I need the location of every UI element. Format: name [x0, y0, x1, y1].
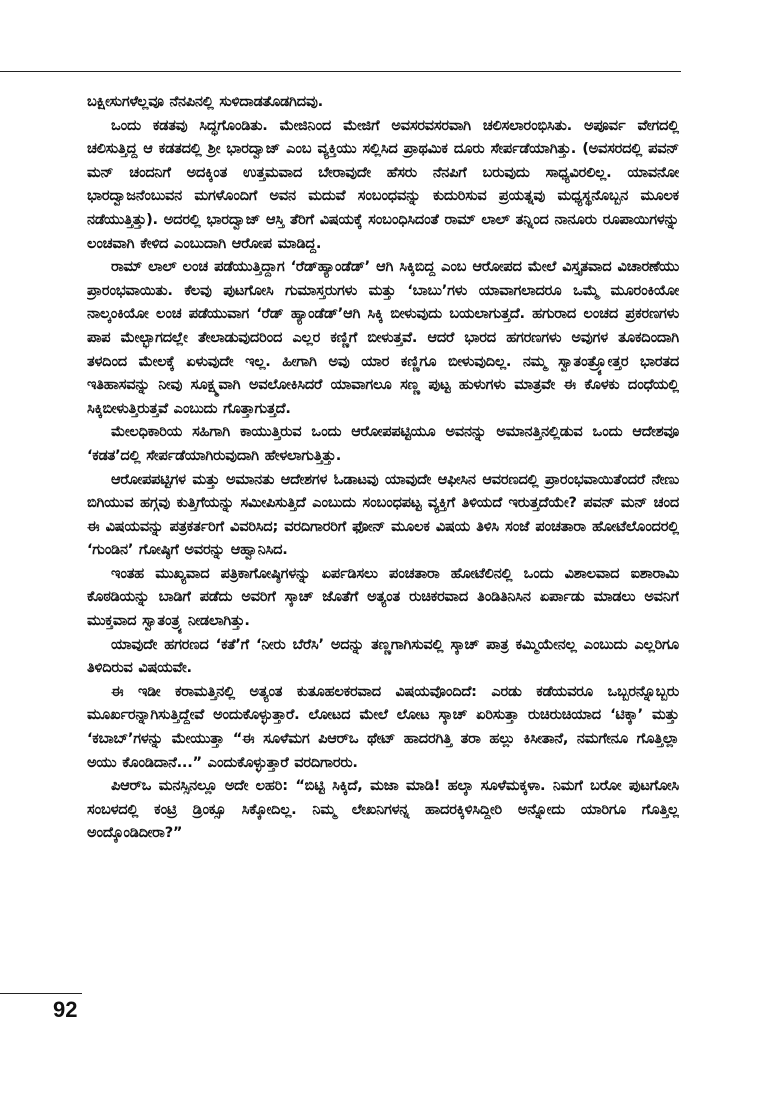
paragraph-6: ಇಂತಹ ಮುಖ್ಯವಾದ ಪತ್ರಿಕಾಗೋಷ್ಠಿಗಳನ್ನು ಏರ್ಪಡಿಸಲು ಪಂಚತಾರಾ ಹೋಟೆಲಿನಲ್ಲಿ ಒಂದು ವಿಶಾಲವಾದ ಐಶಾರಾಮಿ ಕೊಠಡಿಯನ್ನು ಬಾಡಿಗೆ ಪಡೆದು ಅವರಿಗೆ ಸ್ಕಾಚ್ ಜೊತೆಗೆ ಅತ್ಯಂತ ರುಚಿಕರವಾದ ತಿಂಡಿತಿನಿಸಿನ ಏರ್ಪಾಡು ಮಾಡಲು ಅವನಿಗೆ ಮುಕ್ತವಾದ ಸ್ವಾತಂತ್ರ್ಯ ನೀಡಲಾಗಿತ್ತು.	[87, 564, 679, 630]
paragraph-7: ಯಾವುದೇ ಹಗರಣದ ‘ಕತೆ’ಗೆ ‘ನೀರು ಬೆರೆಸಿ’ ಅದನ್ನು ತಣ್ಣಗಾಗಿಸುವಲ್ಲಿ ಸ್ಕಾಚ್ ಪಾತ್ರ ಕಮ್ಮಿಯೇನಲ್ಲ ಎಂಬುದು ಎಲ್ಲರಿಗೂ ತಿಳಿದಿರುವ ವಿಷಯವೇ.	[87, 635, 679, 677]
paragraph-4: ಮೇಲಧಿಕಾರಿಯ ಸಹಿಗಾಗಿ ಕಾಯುತ್ತಿರುವ ಒಂದು ಆರೋಪಪಟ್ಟಿಯೂ ಅವನನ್ನು ಅಮಾನತ್ತಿನಲ್ಲಿಡುವ ಒಂದು ಆದೇಶವೂ ‘ಕಡತ’ದಲ್ಲಿ ಸೇರ್ಪಡೆಯಾಗಿರುವುದಾಗಿ ಹೇಳಲಾಗುತ್ತಿತ್ತು.	[87, 423, 679, 464]
paragraph-2: ಒಂದು ಕಡತವು ಸಿದ್ಧಗೊಂಡಿತು. ಮೇಜಿನಿಂದ ಮೇಜಿಗೆ ಅವಸರವಸರವಾಗಿ ಚಲಿಸಲಾರಂಭಿಸಿತು. ಅಪೂರ್ವ ವೇಗದಲ್ಲಿ ಚಲಿಸುತ್ತಿದ್ದ ಆ ಕಡತದಲ್ಲಿ ಶ್ರೀ ಭಾರದ್ವಾಜ್ ಎಂಬ ವ್ಯಕ್ತಿಯು ಸಲ್ಲಿಸಿದ ಪ್ರಾಥಮಿಕ ದೂರು ಸೇರ್ಪಡೆಯಾಗಿತ್ತು. (ಅವಸರದಲ್ಲಿ ಪವನ್ ಮನ್ ಚಂದನಿಗೆ ಅದಕ್ಕಿಂತ ಉತ್ತಮವಾದ ಬೇರಾವುದೇ ಹೆಸರು ನೆನಪಿಗೆ ಬರುವುದು ಸಾಧ್ಯವಿರಲಿಲ್ಲ. ಯಾವನೋ ಭಾರದ್ವಾಜನೆಂಬುವನ ಮಗಳೊಂದಿಗೆ ಅವನ ಮದುವೆ ಸಂಬಂಧವನ್ನು ಕುದುರಿಸುವ ಪ್ರಯತ್ನವು ಮಧ್ಯಸ್ಥನೊಬ್ಬನ ಮೂಲಕ ನಡೆಯುತ್ತಿತ್ತು). ಅದರಲ್ಲಿ ಭಾರದ್ವಾಜ್ ಆಸ್ತಿ ತೆರಿಗೆ ವಿಷಯಕ್ಕೆ ಸಂಬಂಧಿಸಿದಂತೆ ರಾಮ್ ಲಾಲ್ ತನ್ನಿಂದ ನಾನೂರು ರೂಪಾಯಿಗಳನ್ನು ಲಂಚವಾಗಿ ಕೇಳಿದ ಎಂಬುದಾಗಿ ಆರೋಪ ಮಾಡಿದ್ದ.	[87, 116, 679, 252]
paragraph-9: ಪಿಆರ್‌ಒ ಮನಸ್ಸಿನಲ್ಲೂ ಅದೇ ಲಹರಿ: “ಬಿಟ್ಟಿ ಸಿಕ್ಕಿದೆ, ಮಜಾ ಮಾಡಿ! ಹಲ್ಕಾ ಸೂಳೆಮಕ್ಕಳಾ. ನಿಮಗೆ ಬರೋ ಪುಟಗೋಸಿ ಸಂಬಳದಲ್ಲಿ ಕಂಟ್ರಿ ಡ್ರಿಂಕ್ಸೂ ಸಿಕ್ಕೋದಿಲ್ಲ. ನಿಮ್ಮ ಲೇಖನಿಗಳನ್ನ ಹಾದರಕ್ಕಿಳಿಸಿದ್ದೀರಿ ಅನ್ನೋದು ಯಾರಿಗೂ ಗೊತ್ತಿಲ್ಲ ಅಂದ್ಕೊಂಡಿದೀರಾ?”	[87, 777, 679, 842]
paragraph-1: ಬಕ್ಷೀಸುಗಳೆಲ್ಲವೂ ನೆನಪಿನಲ್ಲಿ ಸುಳಿದಾಡತೊಡಗಿದವು.	[87, 93, 323, 110]
paragraph-8: ಈ ಇಡೀ ಕರಾಮತ್ತಿನಲ್ಲಿ ಅತ್ಯಂತ ಕುತೂಹಲಕರವಾದ ವಿಷಯವೊಂದಿದೆ: ಎರಡು ಕಡೆಯವರೂ ಒಬ್ಬರನ್ನೊಬ್ಬರು ಮೂರ್ಖರನ್ನಾಗಿಸುತ್ತಿದ್ದೇವೆ ಅಂದುಕೊಳ್ಳುತ್ತಾರೆ. ಲೋಟದ ಮೇಲೆ ಲೋಟ ಸ್ಕಾಚ್ ಏರಿಸುತ್ತಾ ರುಚಿರುಚಿಯಾದ ‘ಟಿಕ್ಕಾ’ ಮತ್ತು ‘ಕಬಾಬ್’ಗಳನ್ನು ಮೇಯುತ್ತಾ “ಈ ಸೂಳೆಮಗ ಪಿಆರ್‌ಒ ಥೇಟ್ ಹಾದರಗಿತ್ತಿ ತರಾ ಹಲ್ಲು ಕಿಸೀತಾನೆ, ನಮಗೇನೂ ಗೊತ್ತಿಲ್ಲಾ ಅಯು ಕೊಂಡಿದಾನೆ...” ಎಂದುಕೊಳ್ಳುತ್ತಾರೆ ವರದಿಗಾರರು.	[87, 682, 679, 771]
paragraph-5: ಆರೋಪಪಟ್ಟಿಗಳ ಮತ್ತು ಅಮಾನತು ಆದೇಶಗಳ ಓಡಾಟವು ಯಾವುದೇ ಆಫೀಸಿನ ಆವರಣದಲ್ಲಿ ಪ್ರಾರಂಭವಾಯಿತೆಂದರೆ ನೇಣು ಬಿಗಿಯುವ ಹಗ್ಗವು ಕುತ್ತಿಗೆಯನ್ನು ಸಮೀಪಿಸುತ್ತಿದೆ ಎಂಬುದು ಸಂಬಂಧಪಟ್ಟ ವ್ಯಕ್ತಿಗೆ ತಿಳಿಯದೆ ಇರುತ್ತದೆಯೇ? ಪವನ್ ಮನ್ ಚಂದ ಈ ವಿಷಯವನ್ನು ಪತ್ರಕರ್ತರಿಗೆ ವಿವರಿಸಿದ; ವರದಿಗಾರರಿಗೆ ಫೋನ್ ಮೂಲಕ ವಿಷಯ ತಿಳಿಸಿ ಸಂಜೆ ಪಂಚತಾರಾ ಹೋಟೆಲೊಂದರಲ್ಲಿ ‘ಗುಂಡಿನ’ ಗೋಷ್ಠಿಗೆ ಅವರನ್ನು ಆಹ್ವಾನಿಸಿದ.	[87, 470, 679, 559]
footer-rule	[0, 993, 82, 994]
paragraph-3: ರಾಮ್ ಲಾಲ್ ಲಂಚ ಪಡೆಯುತ್ತಿದ್ದಾಗ ‘ರೆಡ್‌ಹ್ಯಾಂಡೆಡ್’ ಆಗಿ ಸಿಕ್ಕಿಬಿದ್ದ ಎಂಬ ಆರೋಪದ ಮೇಲೆ ವಿಸ್ತೃತವಾದ ವಿಚಾರಣೆಯು ಪ್ರಾರಂಭವಾಯಿತು. ಕೆಲವು ಪುಟಗೋಸಿ ಗುಮಾಸ್ತರುಗಳು ಮತ್ತು ‘ಬಾಬು’ಗಳು ಯಾವಾಗಲಾದರೂ ಒಮ್ಮೆ ಮೂರಂಕಿಯೋ ನಾಲ್ಕಂಕಿಯೋ ಲಂಚ ಪಡೆಯುವಾಗ ‘ರೆಡ್ ಹ್ಯಾಂಡೆಡ್’ಆಗಿ ಸಿಕ್ಕಿ ಬೀಳುವುದು ಬಯಲಾಗುತ್ತದೆ. ಹಗುರಾದ ಲಂಚದ ಪ್ರಕರಣಗಳು ಪಾಪ ಮೇಲ್ಭಾಗದಲ್ಲೇ ತೇಲಾಡುವುದರಿಂದ ಎಲ್ಲರ ಕಣ್ಣಿಗೆ ಬೀಳುತ್ತವೆ. ಆದರೆ ಭಾರದ ಹಗರಣಗಳು ಅವುಗಳ ತೂಕದಿಂದಾಗಿ ತಳದಿಂದ ಮೇಲಕ್ಕೆ ಏಳುವುದೇ ಇಲ್ಲ. ಹೀಗಾಗಿ ಅವು ಯಾರ ಕಣ್ಣಿಗೂ ಬೀಳುವುದಿಲ್ಲ. ನಮ್ಮ ಸ್ವಾತಂತ್ರ್ಯೋತ್ತರ ಭಾರತದ ಇತಿಹಾಸವನ್ನು ನೀವು ಸೂಕ್ಷ್ಮವಾಗಿ ಅವಲೋಕಿಸಿದರೆ ಯಾವಾಗಲೂ ಸಣ್ಣ ಪುಟ್ಟ ಹುಳುಗಳು ಮಾತ್ರವೇ ಈ ಕೊಳಕು ದಂಧೆಯಲ್ಲಿ ಸಿಕ್ಕಿಬೀಳುತ್ತಿರುತ್ತವೆ ಎಂಬುದು ಗೊತ್ತಾಗುತ್ತದೆ.	[87, 258, 679, 417]
page-number: 92	[53, 997, 78, 1022]
page-body	[87, 90, 679, 1020]
header-rule	[0, 71, 681, 72]
